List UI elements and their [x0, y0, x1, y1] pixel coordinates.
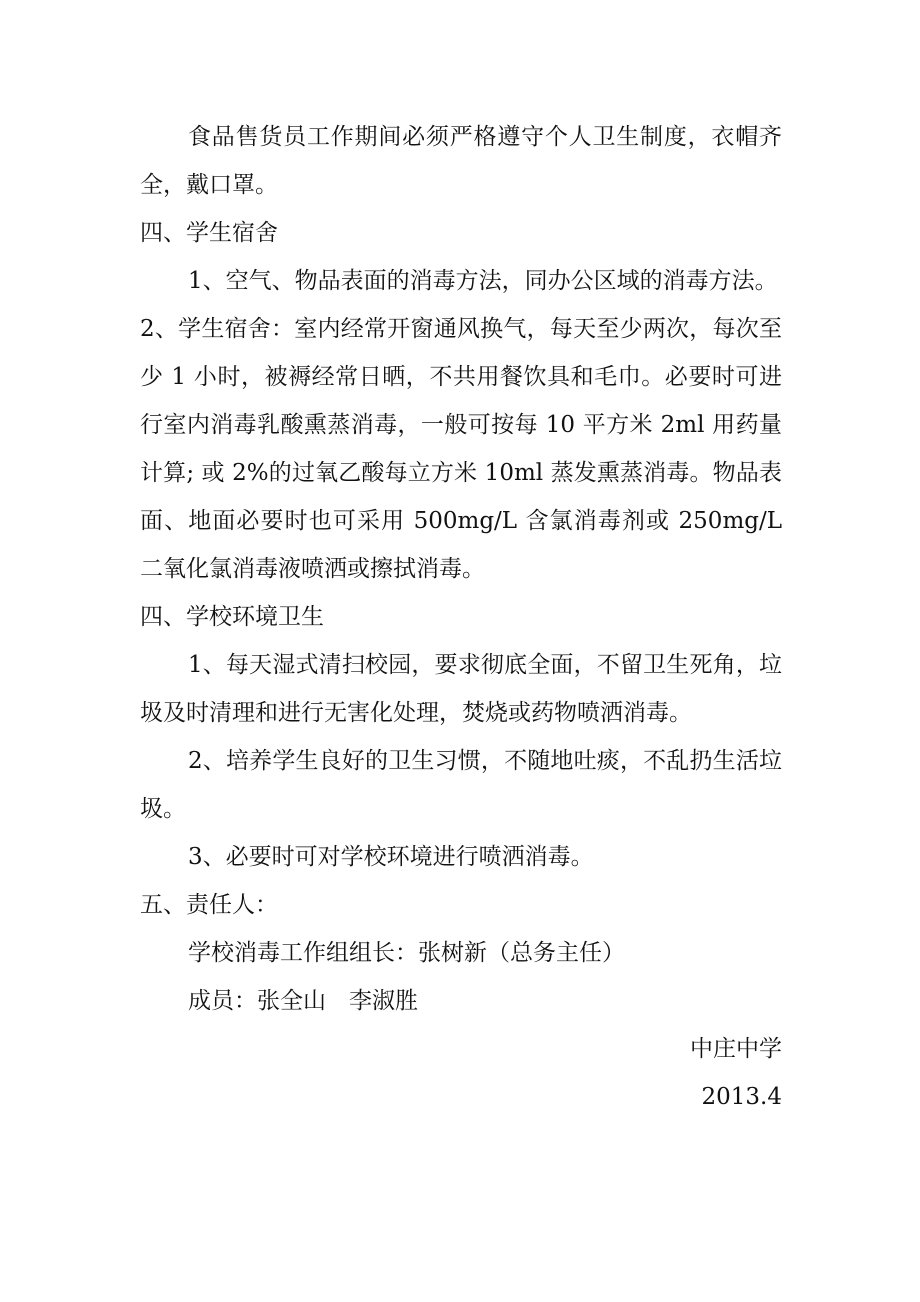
section-heading-dormitory: 四、学生宿舍: [140, 220, 278, 246]
paragraph-members: 成员：张全山 李淑胜: [188, 988, 418, 1014]
section-heading-responsible: 五、责任人：: [140, 892, 278, 918]
signature-date: 2013.4: [701, 1084, 782, 1110]
signature-organization: 中庄中学: [690, 1036, 782, 1062]
paragraph-student-habits: 2、培养学生良好的卫生习惯，不随地吐痰，不乱扔生活垃圾。: [140, 748, 782, 822]
paragraph-dorm-air-surface: 1、空气、物品表面的消毒方法，同办公区域的消毒方法。: [188, 268, 778, 294]
paragraph-spray-disinfection: 3、必要时可对学校环境进行喷洒消毒。: [188, 844, 594, 870]
paragraph-campus-cleaning: 1、每天湿式清扫校园，要求彻底全面，不留卫生死角，垃圾及时清理和进行无害化处理，焚烧或药物喷洒消毒。: [140, 652, 782, 726]
section-heading-environment: 四、学校环境卫生: [140, 604, 324, 630]
paragraph-food-vendor-hygiene: 食品售货员工作期间必须严格遵守个人卫生制度，衣帽齐全，戴口罩。: [140, 124, 782, 198]
paragraph-team-leader: 学校消毒工作组组长：张树新（总务主任）: [188, 940, 625, 966]
paragraph-dorm-disinfection: 2、学生宿舍：室内经常开窗通风换气，每天至少两次，每次至少 1 小时，被褥经常日晒，不共用餐饮具和毛巾。必要时可进行室内消毒乳酸熏蒸消毒，一般可按每 10 平方米 2ml 用药量计算; 或 2%的过氧乙酸每立方米 10ml 蒸发熏蒸消毒。物品表面、地面必要时也可采用 500mg/L 含氯消毒剂或 250mg/L 二氧化氯消毒液喷洒或擦拭消毒。: [140, 316, 782, 582]
document-page: [140, 113, 782, 1121]
